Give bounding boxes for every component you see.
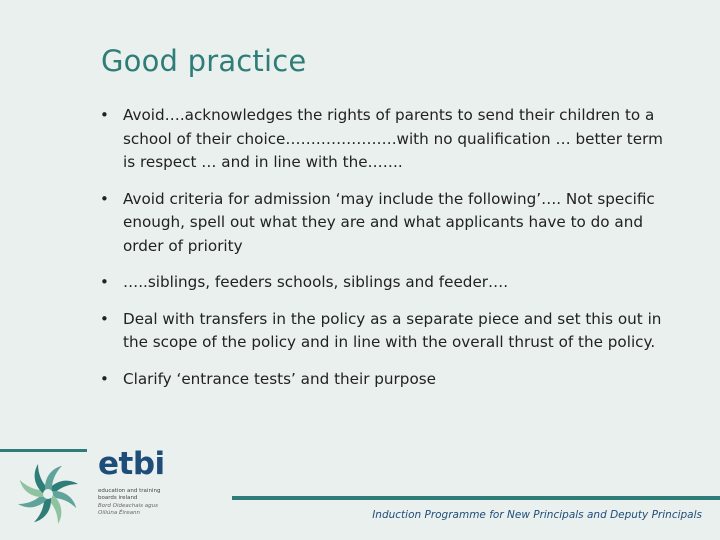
logo-tagline-2: boards ireland <box>98 495 138 501</box>
bullet-item <box>95 308 675 355</box>
bullet-marker: • <box>100 189 109 208</box>
bullet-marker: • <box>100 369 109 388</box>
bullet-text: …..siblings, feeders schools, siblings and feeder…. <box>123 273 509 291</box>
etbi-logo <box>10 446 190 532</box>
bullet-item <box>95 188 675 259</box>
bullet-item <box>95 368 675 392</box>
bullet-marker: • <box>100 273 109 291</box>
bullet-text: Clarify ‘entrance tests’ and their purpose <box>123 369 436 388</box>
logo-wordmark: etbi <box>98 446 165 482</box>
footer-rule <box>232 496 720 500</box>
bullet-text: Deal with transfers in the policy as a separate piece and set this out in the scope of the policy and in line with the overall thrust of the policy. <box>123 309 662 351</box>
bullet-text: Avoid criteria for admission ‘may include the following’…. Not specific enough, spell out what they are and what applicants have to do and order of priority <box>123 189 655 255</box>
logo-tagline-3: Bord Oideachais agus <box>98 503 158 509</box>
bullet-marker: • <box>100 309 109 328</box>
bullet-item <box>95 271 675 295</box>
swirl-logo-icon <box>12 458 84 530</box>
bullet-list <box>95 104 675 404</box>
bullet-item <box>95 104 675 175</box>
logo-tagline-4: Oiliúna Éireann <box>98 510 140 516</box>
slide-title: Good practice <box>101 44 307 78</box>
logo-tagline-1: education and training <box>98 488 161 494</box>
bullet-text: Avoid….acknowledges the rights of parents to send their children to a school of their choice………………….with no qualification … better term is respect … and in line with the……. <box>123 106 663 171</box>
footer-text: Induction Programme for New Principals and Deputy Principals <box>372 509 702 521</box>
bullet-marker: • <box>100 106 109 124</box>
